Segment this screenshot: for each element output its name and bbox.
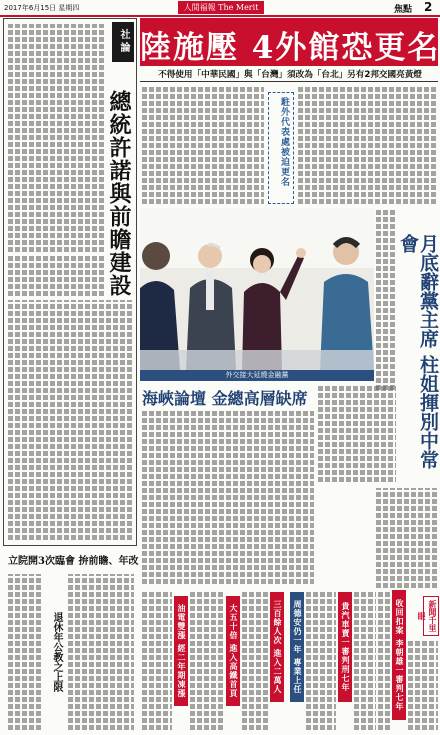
pull-quote: 駐外代表處被迫更名 (279, 97, 289, 187)
editorial-tag: 社論 (112, 22, 134, 62)
main-body-right (298, 86, 436, 204)
forum-body (142, 410, 314, 584)
lower-band-6: 收回扣案 李朝雄一審判七年 (392, 590, 406, 720)
main-body-left (142, 86, 264, 204)
issue-date: 2017年6月15日 星期四 (4, 4, 80, 12)
editorial-body-top (8, 24, 106, 252)
right-body-3 (376, 488, 438, 588)
photo-caption: 外交接大延燒金融黨 (140, 370, 374, 381)
lower-band-5: 貴汽車賣一審判刑七年 (338, 592, 352, 702)
section-name: 焦點 (394, 5, 413, 15)
lower-body-7 (408, 640, 438, 730)
right-headline: 月底辭黨主席 柱姐揮別中常會 (397, 234, 439, 469)
lower-body-5 (354, 590, 376, 730)
lower-body-4 (306, 590, 336, 730)
main-headline: 陸施壓 4外館恐更名 (140, 30, 440, 66)
lower-body-6 (378, 590, 390, 730)
lower-band-3: 三百餘人次 進入二萬人 (270, 592, 284, 702)
lower-left-body-2 (68, 574, 134, 730)
lower-body-3 (242, 590, 268, 730)
main-headline-bar (140, 18, 438, 66)
editorial-body-bottom (8, 300, 134, 540)
lower-band-1: 油電雙漲 經二年期凍漲 (174, 596, 188, 706)
lower-body-2 (190, 590, 224, 730)
main-subheadline: 不得使用「中華民國」與「台灣」須改為「台北」另有2邦交國亮黃燈 (158, 70, 422, 80)
masthead-logo: 人間福報 The Merit (178, 1, 264, 14)
editorial-title: 總統許諾與前瞻建設 (106, 90, 132, 297)
pull-quote-box (268, 92, 294, 204)
main-rule (140, 81, 438, 82)
news-photo (140, 208, 374, 370)
page-number: 2 (424, 0, 433, 14)
lower-band-2: 大五十倍 進入高鐵首頁 (226, 596, 240, 706)
lower-left-headline: 立院開3次臨會 拚前瞻、年改 (8, 556, 139, 567)
photo-illustration (140, 208, 374, 370)
right-body-1 (376, 208, 396, 390)
lower-left-subhead: 退休年公教之上限 (51, 612, 62, 692)
header-rule (0, 15, 440, 17)
page-header (0, 0, 440, 16)
lower-band-4: 周德安仍一年 專業上任 (290, 592, 304, 702)
forum-headline: 海峽論壇 金總高層缺席 (142, 389, 308, 408)
lower-left-body-1 (8, 574, 42, 730)
news-box-label: 新聞千里眼 (423, 596, 439, 636)
editorial-body-mid (8, 256, 106, 296)
lower-body-1 (142, 590, 172, 730)
